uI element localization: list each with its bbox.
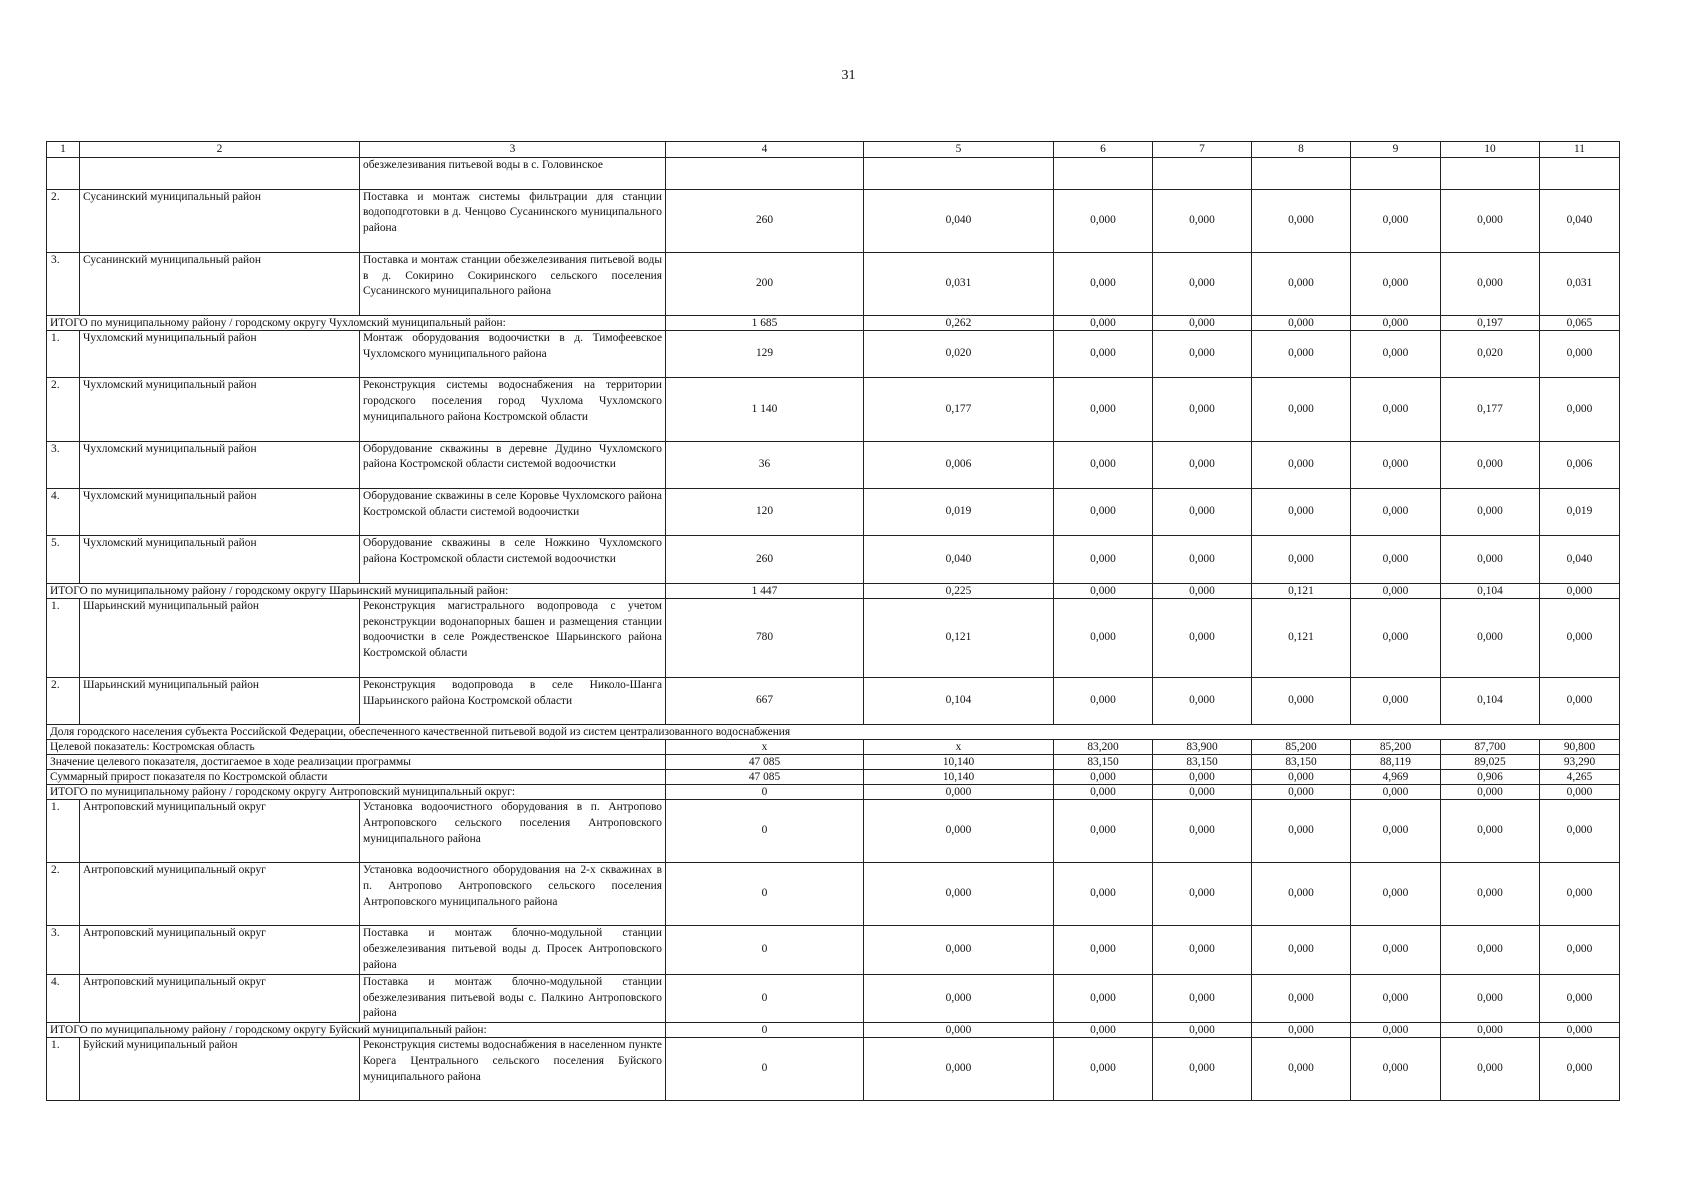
row-index: 1. xyxy=(47,330,80,377)
value-cell: 0,000 xyxy=(1153,189,1252,252)
value-cell: 0,000 xyxy=(1540,330,1620,377)
table-row xyxy=(47,158,1620,190)
municipality-name: Чухломский муниципальный район xyxy=(80,536,360,583)
value-cell: 0,000 xyxy=(1441,974,1540,1022)
column-header: 6 xyxy=(1054,142,1153,158)
value-cell: 0,000 xyxy=(1054,488,1153,535)
value-cell: 0,104 xyxy=(864,677,1054,724)
summary-row xyxy=(47,583,1620,598)
value-cell: 0,000 xyxy=(1540,800,1620,863)
value-cell: 85,200 xyxy=(1252,740,1351,755)
value-cell: 0,000 xyxy=(864,926,1054,974)
row-index: 2. xyxy=(47,378,80,441)
value-cell: 83,200 xyxy=(1054,740,1153,755)
value-cell: 0,000 xyxy=(1054,598,1153,677)
summary-row xyxy=(47,315,1620,330)
value-cell: 0,006 xyxy=(864,441,1054,488)
value-cell: 0,065 xyxy=(1540,315,1620,330)
table-row xyxy=(47,677,1620,724)
row-index: 2. xyxy=(47,189,80,252)
summary-label: ИТОГО по муниципальному району / городскому округу Антроповский муниципальный округ: xyxy=(47,785,666,800)
indicator-heading-row xyxy=(47,725,1620,740)
value-cell: 0,019 xyxy=(1540,488,1620,535)
column-header: 10 xyxy=(1441,142,1540,158)
value-cell: 1 140 xyxy=(666,378,864,441)
value-cell xyxy=(1153,158,1252,190)
value-cell: 0,000 xyxy=(1441,800,1540,863)
value-cell: 0,000 xyxy=(1054,583,1153,598)
measure-description: обезжелезивания питьевой воды в с. Головинское xyxy=(360,158,666,190)
value-cell: 0,040 xyxy=(864,189,1054,252)
table-row xyxy=(47,441,1620,488)
value-cell: 0,006 xyxy=(1540,441,1620,488)
summary-label: Значение целевого показателя, достигаемое в ходе реализации программы xyxy=(47,755,666,770)
value-cell: 0,000 xyxy=(1540,378,1620,441)
value-cell: 0,000 xyxy=(1054,330,1153,377)
value-cell: 0,000 xyxy=(1351,252,1441,315)
value-cell xyxy=(1351,158,1441,190)
value-cell: 0 xyxy=(666,1038,864,1101)
value-cell xyxy=(864,158,1054,190)
value-cell: 0,000 xyxy=(1153,536,1252,583)
measure-description: Реконструкция системы водоснабжения на территории городского поселения город Чухлома Чухломского муниципального района Костромской области xyxy=(360,378,666,441)
measure-description: Установка водоочистного оборудования на 2-х скважинах в п. Антропово Антроповского сельского поселения Антроповского муниципального района xyxy=(360,863,666,926)
value-cell: 0,000 xyxy=(1351,785,1441,800)
value-cell: 0,177 xyxy=(864,378,1054,441)
table-row xyxy=(47,974,1620,1022)
value-cell: 0,000 xyxy=(1351,583,1441,598)
measure-description: Монтаж оборудования водоочистки в д. Тимофеевское Чухломского муниципального района xyxy=(360,330,666,377)
municipality-name: Антроповский муниципальный округ xyxy=(80,800,360,863)
value-cell: 0,000 xyxy=(1054,1038,1153,1101)
value-cell: 0,177 xyxy=(1441,378,1540,441)
value-cell: 83,150 xyxy=(1153,755,1252,770)
value-cell: 0,000 xyxy=(1441,863,1540,926)
value-cell: 10,140 xyxy=(864,755,1054,770)
page-number: 31 xyxy=(841,68,856,83)
municipality-name: Шарьинский муниципальный район xyxy=(80,598,360,677)
value-cell: 0,000 xyxy=(1540,598,1620,677)
value-cell: 0,000 xyxy=(864,1023,1054,1038)
value-cell: 780 xyxy=(666,598,864,677)
value-cell: 0,000 xyxy=(1351,536,1441,583)
value-cell: 0,000 xyxy=(1054,974,1153,1022)
value-cell: 0 xyxy=(666,863,864,926)
value-cell: 0,000 xyxy=(1054,252,1153,315)
row-index: 1. xyxy=(47,1038,80,1101)
value-cell: 90,800 xyxy=(1540,740,1620,755)
column-header: 2 xyxy=(80,142,360,158)
row-index: 3. xyxy=(47,441,80,488)
table-body xyxy=(47,158,1620,1101)
value-cell: 0,019 xyxy=(864,488,1054,535)
value-cell: 0,000 xyxy=(1054,863,1153,926)
table-row xyxy=(47,1038,1620,1101)
value-cell: 129 xyxy=(666,330,864,377)
municipality-name: Чухломский муниципальный район xyxy=(80,441,360,488)
value-cell: 0,000 xyxy=(1153,330,1252,377)
value-cell: 0 xyxy=(666,926,864,974)
value-cell: 0 xyxy=(666,974,864,1022)
value-cell: 0,000 xyxy=(1540,974,1620,1022)
value-cell: 0,000 xyxy=(1252,315,1351,330)
value-cell: 0,000 xyxy=(1351,677,1441,724)
municipality-name: Антроповский муниципальный округ xyxy=(80,863,360,926)
value-cell: 0,000 xyxy=(1252,330,1351,377)
measure-description: Оборудование скважины в селе Коровье Чухломского района Костромской области системой водоочистки xyxy=(360,488,666,535)
value-cell xyxy=(1252,158,1351,190)
table-row xyxy=(47,598,1620,677)
value-cell: 0,000 xyxy=(1153,252,1252,315)
value-cell: 0,000 xyxy=(1054,677,1153,724)
value-cell: 0,000 xyxy=(1441,598,1540,677)
value-cell: 0,000 xyxy=(1441,536,1540,583)
value-cell: 0,000 xyxy=(1351,315,1441,330)
municipality-name xyxy=(80,158,360,190)
value-cell: 0,000 xyxy=(1153,770,1252,785)
value-cell: 0,040 xyxy=(864,536,1054,583)
value-cell: 0,000 xyxy=(1153,488,1252,535)
value-cell: 0,104 xyxy=(1441,583,1540,598)
measure-description: Поставка и монтаж блочно-модульной станции обезжелезивания питьевой воды с. Палкино Антроповского района xyxy=(360,974,666,1022)
value-cell: 0,000 xyxy=(1540,1038,1620,1101)
value-cell: 0,000 xyxy=(1441,1038,1540,1101)
value-cell: 0,000 xyxy=(1252,488,1351,535)
value-cell: 0,000 xyxy=(864,863,1054,926)
value-cell: 0,000 xyxy=(1252,189,1351,252)
value-cell: 0,020 xyxy=(1441,330,1540,377)
value-cell: 0,000 xyxy=(1153,785,1252,800)
value-cell: 0 xyxy=(666,800,864,863)
value-cell: 0,000 xyxy=(1351,1038,1441,1101)
measure-description: Поставка и монтаж системы фильтрации для станции водоподготовки в д. Ченцово Сусанинского муниципального района xyxy=(360,189,666,252)
value-cell xyxy=(1441,158,1540,190)
summary-label: ИТОГО по муниципальному району / городскому округу Шарьинский муниципальный район: xyxy=(47,583,666,598)
value-cell: 0,000 xyxy=(1153,926,1252,974)
value-cell: 0,000 xyxy=(1054,926,1153,974)
column-header: 9 xyxy=(1351,142,1441,158)
value-cell: 87,700 xyxy=(1441,740,1540,755)
column-header: 4 xyxy=(666,142,864,158)
table-row xyxy=(47,488,1620,535)
value-cell: 0,000 xyxy=(1351,598,1441,677)
indicator-heading: Доля городского населения субъекта Российской Федерации, обеспеченного качественной питьевой водой из систем централизованного водоснабжения xyxy=(47,725,1620,740)
row-index: 3. xyxy=(47,252,80,315)
value-cell: 0,000 xyxy=(1351,1023,1441,1038)
value-cell: 83,900 xyxy=(1153,740,1252,755)
value-cell: 0,000 xyxy=(1351,330,1441,377)
municipality-name: Сусанинский муниципальный район xyxy=(80,252,360,315)
value-cell: 0,000 xyxy=(1054,770,1153,785)
value-cell: 47 085 xyxy=(666,755,864,770)
measure-description: Поставка и монтаж станции обезжелезивания питьевой воды в д. Сокирино Сокиринского сельского поселения Сусанинского муниципального района xyxy=(360,252,666,315)
value-cell: 4,265 xyxy=(1540,770,1620,785)
value-cell: 0,000 xyxy=(1153,598,1252,677)
value-cell: 0,000 xyxy=(1351,189,1441,252)
value-cell: x xyxy=(666,740,864,755)
value-cell: 0,121 xyxy=(864,598,1054,677)
value-cell: 0,000 xyxy=(1540,1023,1620,1038)
column-header: 8 xyxy=(1252,142,1351,158)
value-cell: 0,000 xyxy=(1540,677,1620,724)
value-cell: 0,031 xyxy=(1540,252,1620,315)
value-cell: 0,000 xyxy=(1153,583,1252,598)
value-cell: 0,000 xyxy=(1252,863,1351,926)
row-index: 2. xyxy=(47,677,80,724)
value-cell: 0,906 xyxy=(1441,770,1540,785)
value-cell: 0,000 xyxy=(1153,863,1252,926)
value-cell: 0,000 xyxy=(1054,1023,1153,1038)
value-cell: 0,000 xyxy=(1351,926,1441,974)
value-cell: 0,000 xyxy=(1153,441,1252,488)
value-cell: 0,000 xyxy=(1351,378,1441,441)
value-cell xyxy=(666,158,864,190)
value-cell: 0,000 xyxy=(1540,583,1620,598)
summary-label: ИТОГО по муниципальному району / городскому округу Буйский муниципальный район: xyxy=(47,1023,666,1038)
column-header: 3 xyxy=(360,142,666,158)
measure-description: Оборудование скважины в селе Ножкино Чухломского района Костромской области системой водоочистки xyxy=(360,536,666,583)
value-cell: 0,000 xyxy=(1153,378,1252,441)
row-index: 1. xyxy=(47,598,80,677)
value-cell: 0,225 xyxy=(864,583,1054,598)
value-cell: 0,000 xyxy=(1054,441,1153,488)
value-cell: 0 xyxy=(666,785,864,800)
value-cell: 0,000 xyxy=(1153,315,1252,330)
column-header: 11 xyxy=(1540,142,1620,158)
table-row xyxy=(47,378,1620,441)
value-cell: 0,040 xyxy=(1540,536,1620,583)
value-cell: 0,000 xyxy=(1252,441,1351,488)
row-index: 1. xyxy=(47,800,80,863)
value-cell: 88,119 xyxy=(1351,755,1441,770)
value-cell: 0,121 xyxy=(1252,583,1351,598)
value-cell: 0,121 xyxy=(1252,598,1351,677)
value-cell: 85,200 xyxy=(1351,740,1441,755)
value-cell: 0,000 xyxy=(1252,378,1351,441)
value-cell: 0,000 xyxy=(1054,785,1153,800)
value-cell: 120 xyxy=(666,488,864,535)
value-cell: 260 xyxy=(666,189,864,252)
column-header: 1 xyxy=(47,142,80,158)
column-header: 7 xyxy=(1153,142,1252,158)
value-cell: 0,000 xyxy=(1351,863,1441,926)
column-header: 5 xyxy=(864,142,1054,158)
value-cell: 0,000 xyxy=(1252,252,1351,315)
summary-row xyxy=(47,785,1620,800)
value-cell: 0,000 xyxy=(1153,974,1252,1022)
municipality-name: Чухломский муниципальный район xyxy=(80,488,360,535)
row-index: 4. xyxy=(47,974,80,1022)
value-cell: 0,000 xyxy=(1252,677,1351,724)
value-cell: 0,000 xyxy=(1054,315,1153,330)
summary-row xyxy=(47,755,1620,770)
summary-row xyxy=(47,740,1620,755)
municipality-name: Чухломский муниципальный район xyxy=(80,378,360,441)
municipality-name: Буйский муниципальный район xyxy=(80,1038,360,1101)
value-cell: 0,000 xyxy=(1441,488,1540,535)
value-cell: 0,000 xyxy=(1441,1023,1540,1038)
table-row xyxy=(47,252,1620,315)
table-row xyxy=(47,800,1620,863)
value-cell: 0,000 xyxy=(1054,378,1153,441)
value-cell: 0,000 xyxy=(1252,785,1351,800)
program-table xyxy=(46,141,1620,1101)
value-cell: 0,000 xyxy=(1054,800,1153,863)
value-cell: 667 xyxy=(666,677,864,724)
value-cell: 0,000 xyxy=(1351,800,1441,863)
value-cell: x xyxy=(864,740,1054,755)
value-cell: 0,000 xyxy=(1540,785,1620,800)
value-cell: 0,000 xyxy=(1153,677,1252,724)
value-cell: 0,000 xyxy=(1351,974,1441,1022)
value-cell xyxy=(1054,158,1153,190)
measure-description: Установка водоочистного оборудования в п. Антропово Антроповского сельского поселения Антроповского муниципального района xyxy=(360,800,666,863)
value-cell: 0,040 xyxy=(1540,189,1620,252)
value-cell: 0,000 xyxy=(864,785,1054,800)
table-row xyxy=(47,536,1620,583)
value-cell: 0,000 xyxy=(1054,536,1153,583)
value-cell: 0,000 xyxy=(1540,863,1620,926)
value-cell: 83,150 xyxy=(1054,755,1153,770)
value-cell: 260 xyxy=(666,536,864,583)
value-cell: 0,000 xyxy=(1441,785,1540,800)
value-cell: 0,031 xyxy=(864,252,1054,315)
value-cell: 0 xyxy=(666,1023,864,1038)
table-row xyxy=(47,926,1620,974)
value-cell: 4,969 xyxy=(1351,770,1441,785)
municipality-name: Шарьинский муниципальный район xyxy=(80,677,360,724)
value-cell: 36 xyxy=(666,441,864,488)
column-number-row xyxy=(47,142,1620,158)
value-cell: 0,000 xyxy=(1252,1038,1351,1101)
value-cell: 0,000 xyxy=(1252,536,1351,583)
summary-row xyxy=(47,1023,1620,1038)
measure-description: Реконструкция магистрального водопровода с учетом реконструкции водонапорных башен и размещения станции водоочистки в селе Рождественское Шарьинского района Костромской области xyxy=(360,598,666,677)
value-cell: 10,140 xyxy=(864,770,1054,785)
row-index: 5. xyxy=(47,536,80,583)
row-index xyxy=(47,158,80,190)
value-cell: 1 685 xyxy=(666,315,864,330)
municipality-name: Антроповский муниципальный округ xyxy=(80,926,360,974)
value-cell: 0,000 xyxy=(1441,441,1540,488)
value-cell: 0,020 xyxy=(864,330,1054,377)
row-index: 3. xyxy=(47,926,80,974)
value-cell: 83,150 xyxy=(1252,755,1351,770)
value-cell: 0,000 xyxy=(1153,1023,1252,1038)
value-cell: 0,000 xyxy=(1351,488,1441,535)
value-cell: 0,000 xyxy=(1441,926,1540,974)
municipality-name: Сусанинский муниципальный район xyxy=(80,189,360,252)
value-cell: 0,000 xyxy=(864,800,1054,863)
summary-label: Суммарный прирост показателя по Костромской области xyxy=(47,770,666,785)
municipality-name: Чухломский муниципальный район xyxy=(80,330,360,377)
table-row xyxy=(47,330,1620,377)
value-cell: 0,000 xyxy=(1252,800,1351,863)
municipality-name: Антроповский муниципальный округ xyxy=(80,974,360,1022)
value-cell: 0,000 xyxy=(1540,926,1620,974)
table-row xyxy=(47,863,1620,926)
value-cell: 93,290 xyxy=(1540,755,1620,770)
value-cell: 89,025 xyxy=(1441,755,1540,770)
value-cell: 0,104 xyxy=(1441,677,1540,724)
summary-label: ИТОГО по муниципальному району / городскому округу Чухломский муниципальный район: xyxy=(47,315,666,330)
row-index: 4. xyxy=(47,488,80,535)
value-cell xyxy=(1540,158,1620,190)
value-cell: 0,000 xyxy=(1153,1038,1252,1101)
measure-description: Поставка и монтаж блочно-модульной станции обезжелезивания питьевой воды д. Просек Антроповского района xyxy=(360,926,666,974)
value-cell: 47 085 xyxy=(666,770,864,785)
value-cell: 1 447 xyxy=(666,583,864,598)
value-cell: 0,000 xyxy=(1054,189,1153,252)
summary-row xyxy=(47,770,1620,785)
value-cell: 0,000 xyxy=(864,1038,1054,1101)
measure-description: Реконструкция системы водоснабжения в населенном пункте Корега Центрального сельского поселения Буйского муниципального района xyxy=(360,1038,666,1101)
value-cell: 0,000 xyxy=(1252,974,1351,1022)
value-cell: 200 xyxy=(666,252,864,315)
value-cell: 0,000 xyxy=(1351,441,1441,488)
value-cell: 0,000 xyxy=(864,974,1054,1022)
value-cell: 0,000 xyxy=(1441,189,1540,252)
measure-description: Реконструкция водопровода в селе Николо-Шанга Шарьинского района Костромской области xyxy=(360,677,666,724)
value-cell: 0,197 xyxy=(1441,315,1540,330)
value-cell: 0,000 xyxy=(1252,770,1351,785)
table-row xyxy=(47,189,1620,252)
summary-label: Целевой показатель: Костромская область xyxy=(47,740,666,755)
row-index: 2. xyxy=(47,863,80,926)
value-cell: 0,262 xyxy=(864,315,1054,330)
value-cell: 0,000 xyxy=(1441,252,1540,315)
value-cell: 0,000 xyxy=(1252,926,1351,974)
value-cell: 0,000 xyxy=(1252,1023,1351,1038)
value-cell: 0,000 xyxy=(1153,800,1252,863)
measure-description: Оборудование скважины в деревне Дудино Чухломского района Костромской области системой водоочистки xyxy=(360,441,666,488)
